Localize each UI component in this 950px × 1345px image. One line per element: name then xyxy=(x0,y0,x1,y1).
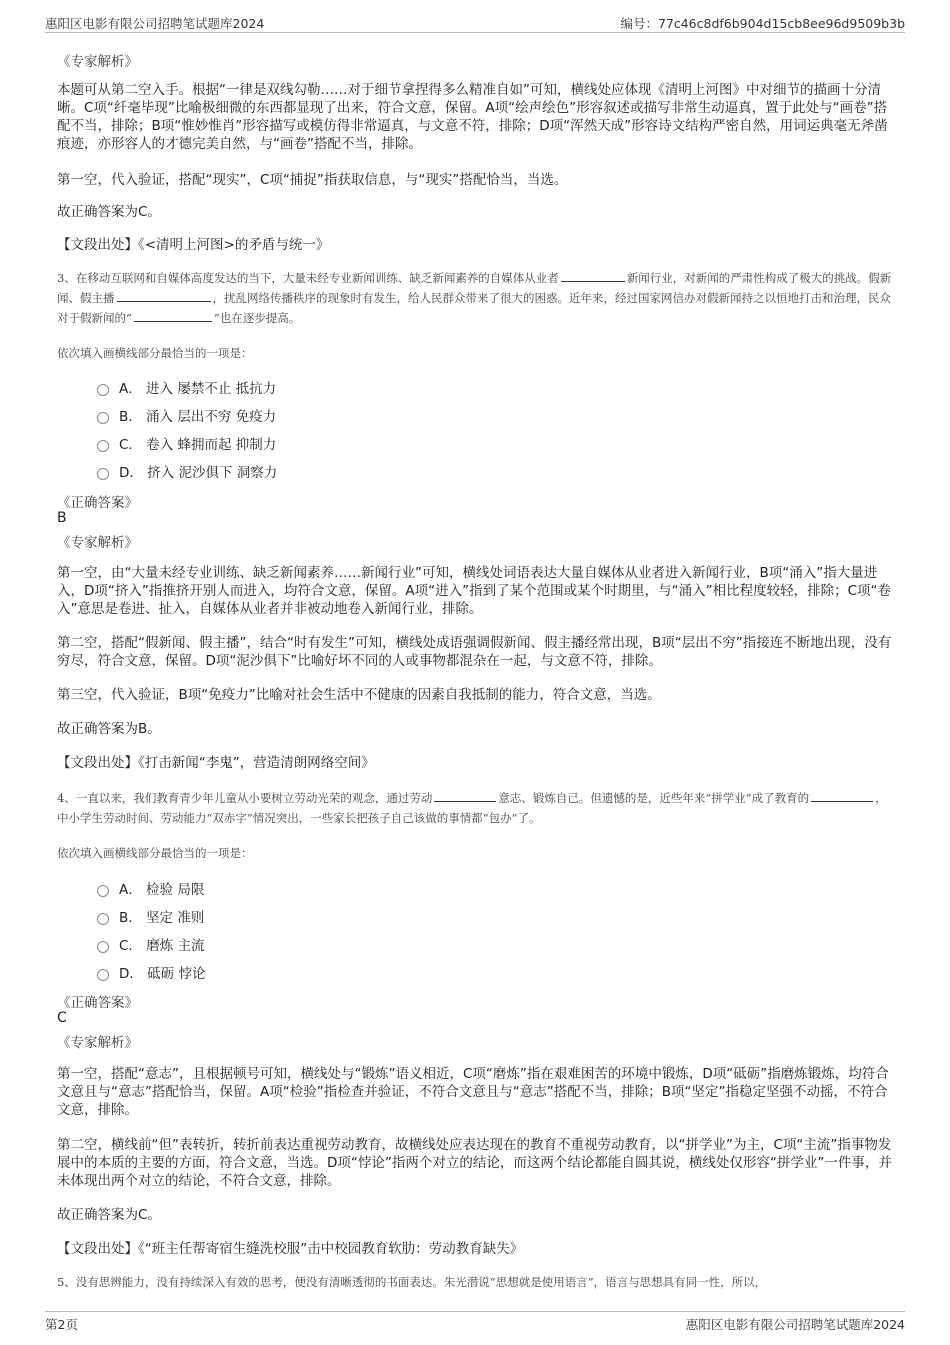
q3-analysis-label: 《专家解析》 xyxy=(57,535,138,551)
q4-text-b: 意志、锻炼自己。但遗憾的是，近些年来“拼学业”成了教育的 xyxy=(498,791,810,805)
q3-blank-1 xyxy=(561,268,625,282)
q4-text-c: ，中小学生劳动时间、劳动能力“双赤字”情况突出，一些家长把孩子自己该做的事情都“包办”了。 xyxy=(57,791,887,825)
q3-blank-3 xyxy=(134,308,212,322)
q4-answer-label: 《正确答案》 xyxy=(57,995,138,1011)
q4-option-d[interactable] xyxy=(97,962,205,982)
q3-analysis-p4: 故正确答案为B。 xyxy=(57,721,161,737)
q3-text-b: 新闻行业，对新闻的严肃性构成了极大的挑战。假新闻、假主播 xyxy=(57,271,892,305)
q3-option-c-label: C． 卷入 蜂拥而起 抑制力 xyxy=(119,437,277,453)
header-doc-id: 编号：77c46c8df6b904d15cb8ee96d9509b3b xyxy=(620,16,905,31)
footer-title: 惠阳区电影有限公司招聘笔试题库2024 xyxy=(685,1317,905,1332)
q3-option-d[interactable] xyxy=(97,461,277,481)
q4-text-a: 4、一直以来，我们教育青少年儿童从小要树立劳动光荣的观念，通过劳动 xyxy=(57,791,433,805)
q4-source: 【文段出处】《“班主任帮寄宿生缝洗校服”击中校园教育软肋：劳动教育缺失》 xyxy=(57,1241,524,1257)
q3-option-b-label: B． 涌入 层出不穷 免疫力 xyxy=(119,409,277,425)
q4-option-c-label: C． 磨炼 主流 xyxy=(119,938,205,954)
q3-blank-2 xyxy=(117,288,211,302)
q4-option-b[interactable] xyxy=(97,906,204,926)
q3-text-c: ，扰乱网络传播秩序的现象时有发生，给人民群众带来了很大的困惑。近年来，经过国家网信办对假新闻持之以恒地打击和治理，民众对于假新闻的“ xyxy=(57,291,891,325)
radio-icon[interactable] xyxy=(97,412,109,424)
radio-icon[interactable] xyxy=(97,885,109,897)
q4-instruction: 依次填入画横线部分最恰当的一项是： xyxy=(57,846,253,860)
radio-icon[interactable] xyxy=(97,941,109,953)
radio-icon[interactable] xyxy=(97,468,109,480)
page-footer xyxy=(45,1311,905,1334)
q5-question: 5、没有思辨能力，没有持续深入有效的思考，便没有清晰透彻的书面表达。朱光潜说“思想就是使用语言”，语言与思想具有同一性，所以， xyxy=(57,1275,767,1289)
q2-analysis-p1: 本题可从第二空入手。根据“一律是双线勾勒……对于细节拿捏得多么精准自如”可知，横线处应体现《清明上河图》中对细节的描画十分清晰。C项“纤毫毕现”比喻极细微的东西都显现了出来，符合文意，保留。A项“绘声绘色”形容叙述或描写非常生动逼真，置于此处与“画卷”搭配不当，排除；B项“惟妙惟肖”形容描写或模仿得非常逼真，与文意不符，排除；D项“浑然天成”形容诗文结构严密自然，用词运典毫无斧凿痕迹，亦形容人的才德完美自然，与“画卷”搭配不当，排除。 xyxy=(57,82,888,152)
q4-question xyxy=(57,788,897,828)
q3-option-b[interactable] xyxy=(97,405,276,425)
q3-text-d: ”也在逐步提高。 xyxy=(213,311,301,325)
q4-analysis-p3: 故正确答案为C。 xyxy=(57,1207,161,1223)
q4-analysis-p2: 第二空，横线前“但”表转折，转折前表达重视劳动教育，故横线处应表达现在的教育不重视劳动教育，以“拼学业”为主，C项“主流”指事物发展中的本质的主要的方面，符合文意，当选。D项“悖论”指两个对立的结论，而这两个结论都能自圆其说，横线处仅形容“拼学业”一件事，并未体现出两个对立的结论，不符合文意，排除。 xyxy=(57,1137,892,1189)
q3-source: 【文段出处】《打击新闻“李鬼”，营造清朗网络空间》 xyxy=(57,755,375,771)
q3-option-c[interactable] xyxy=(97,433,276,453)
page-header xyxy=(45,14,905,33)
header-title: 惠阳区电影有限公司招聘笔试题库2024 xyxy=(45,16,265,31)
q4-analysis-label: 《专家解析》 xyxy=(57,1035,138,1051)
q4-answer: C xyxy=(57,1010,67,1026)
q3-option-d-label: D． 挤入 泥沙俱下 洞察力 xyxy=(119,465,278,481)
q4-blank-2 xyxy=(811,788,873,802)
q3-answer-label: 《正确答案》 xyxy=(57,495,138,511)
radio-icon[interactable] xyxy=(97,440,109,452)
q4-option-a[interactable] xyxy=(97,878,204,898)
q3-option-a-label: A． 进入 屡禁不止 抵抗力 xyxy=(119,381,277,397)
q4-analysis-p1: 第一空，搭配“意志”，且根据顿号可知，横线处与“锻炼”语义相近，C项“磨炼”指在艰难困苦的环境中锻炼，D项“砥砺”指磨炼锻炼，均符合文意且与“意志”搭配恰当，保留。A项“检验”指检查并验证，不符合文意且与“意志”搭配不当，排除；B项“坚定”指稳定坚强不动摇，不符合文意，排除。 xyxy=(57,1066,889,1118)
q3-answer: B xyxy=(57,510,67,526)
q2-source: 【文段出处】《<清明上河图>的矛盾与统一》 xyxy=(57,237,330,253)
q4-option-c[interactable] xyxy=(97,934,205,954)
q2-analysis-label: 《专家解析》 xyxy=(57,54,138,70)
q3-instruction: 依次填入画横线部分最恰当的一项是： xyxy=(57,346,253,360)
q2-analysis-p2: 第一空，代入验证，搭配“现实”，C项“捕捉”指获取信息，与“现实”搭配恰当，当选。 xyxy=(57,172,568,188)
q4-option-d-label: D． 砥砺 悖论 xyxy=(119,966,206,982)
q2-analysis-p3: 故正确答案为C。 xyxy=(57,204,161,220)
q3-analysis-p3: 第三空，代入验证，B项“免疫力”比喻对社会生活中不健康的因素自我抵制的能力，符合文意，当选。 xyxy=(57,687,661,703)
q3-analysis-p1: 第一空，由“大量未经专业训练、缺乏新闻素养……新闻行业”可知，横线处词语表达大量自媒体从业者进入新闻行业，B项“涌入”指大量进入，D项“挤入”指推挤开别人而进入，均符合文意，保留。A项“进入”指到了某个范围或某个时期里，与“涌入”相比程度较轻，排除；C项“卷入”意思是卷进、扯入，自媒体从业者并非被动地卷入新闻行业，排除。 xyxy=(57,565,892,617)
page-number: 第2页 xyxy=(45,1317,78,1332)
radio-icon[interactable] xyxy=(97,384,109,396)
q3-option-a[interactable] xyxy=(97,377,276,397)
radio-icon[interactable] xyxy=(97,913,109,925)
q4-option-a-label: A． 检验 局限 xyxy=(119,882,205,898)
q3-analysis-p2: 第二空，搭配“假新闻、假主播”，结合“时有发生”可知，横线处成语强调假新闻、假主播经常出现，B项“层出不穷”指接连不断地出现，没有穷尽，符合文意，保留。D项“泥沙俱下”比喻好坏不同的人或事物都混杂在一起，与文意不符，排除。 xyxy=(57,635,892,669)
q3-text-a: 3、在移动互联网和自媒体高度发达的当下，大量未经专业新闻训练、缺乏新闻素养的自媒体从业者 xyxy=(57,271,559,285)
q3-question xyxy=(57,268,897,328)
radio-icon[interactable] xyxy=(97,969,109,981)
q4-option-b-label: B． 坚定 准则 xyxy=(119,910,205,926)
q4-blank-1 xyxy=(434,788,496,802)
